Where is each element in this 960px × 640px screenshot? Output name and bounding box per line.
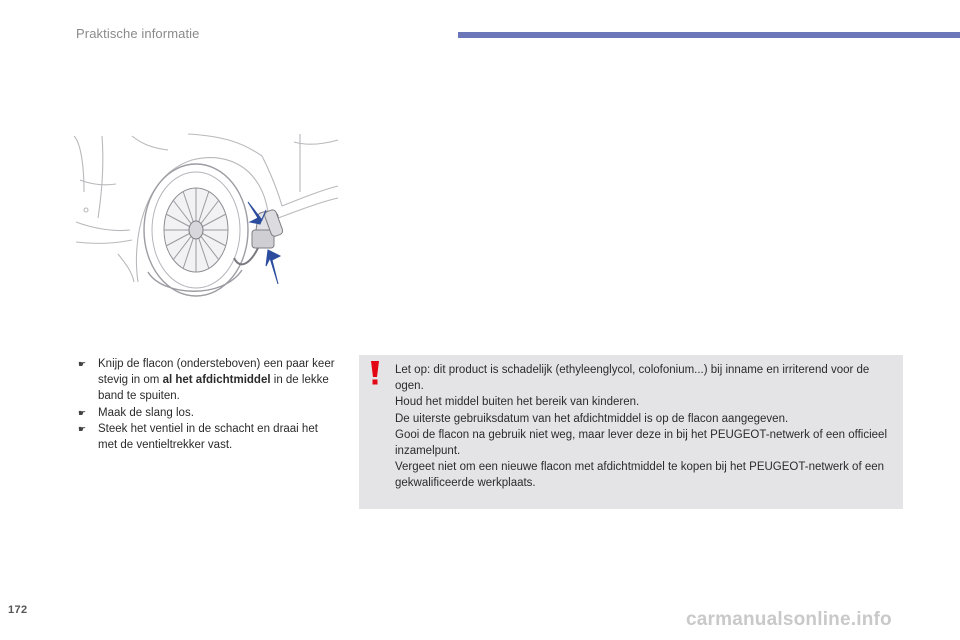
warning-line: De uiterste gebruiksdatum van het afdichtmiddel is op de flacon aangegeven. (395, 412, 789, 425)
list-item (76, 405, 338, 421)
pointing-hand-icon: ☛ (78, 359, 87, 369)
warning-line: Houd het middel buiten het bereik van kinderen. (395, 396, 640, 409)
pointing-hand-icon: ☛ (78, 407, 87, 418)
step-text: Steek het ventiel in de schacht en draai het met de ventieltrekker vast. (98, 422, 318, 452)
instruction-list (76, 356, 338, 453)
header-accent-bar (458, 32, 960, 38)
warning-line: Let op: dit product is schadelijk (ethyleenglycol, colofonium...) bij inname en irriterend voor de ogen. (395, 364, 870, 393)
step-text: Knijp de flacon (ondersteboven) een paar keer stevig in om (98, 358, 335, 387)
step-text: in de lekke band te spuiten. (98, 374, 329, 403)
tyre-repair-illustration (72, 132, 340, 298)
list-item (76, 421, 338, 453)
pointing-hand-icon: ☛ (78, 423, 87, 434)
step-text-emphasis: al het afdichtmiddel (162, 374, 271, 387)
watermark-text: carmanualsonline.info (686, 609, 892, 630)
list-item (76, 356, 338, 405)
page-number: 172 (8, 604, 28, 616)
exclamation-icon (369, 360, 381, 386)
warning-box (359, 355, 903, 509)
page-section-title: Praktische informatie (76, 26, 200, 41)
warning-line: Gooi de flacon na gebruik niet weg, maar lever deze in bij het PEUGEOT-netwerk of een officieel inzamelpunt. (395, 428, 887, 458)
warning-line: Vergeet niet om een nieuwe flacon met afdichtmiddel te kopen bij het PEUGEOT-netwerk of een gekwalificeerde werkplaats. (395, 461, 885, 490)
step-text: Maak de slang los. (98, 406, 194, 419)
